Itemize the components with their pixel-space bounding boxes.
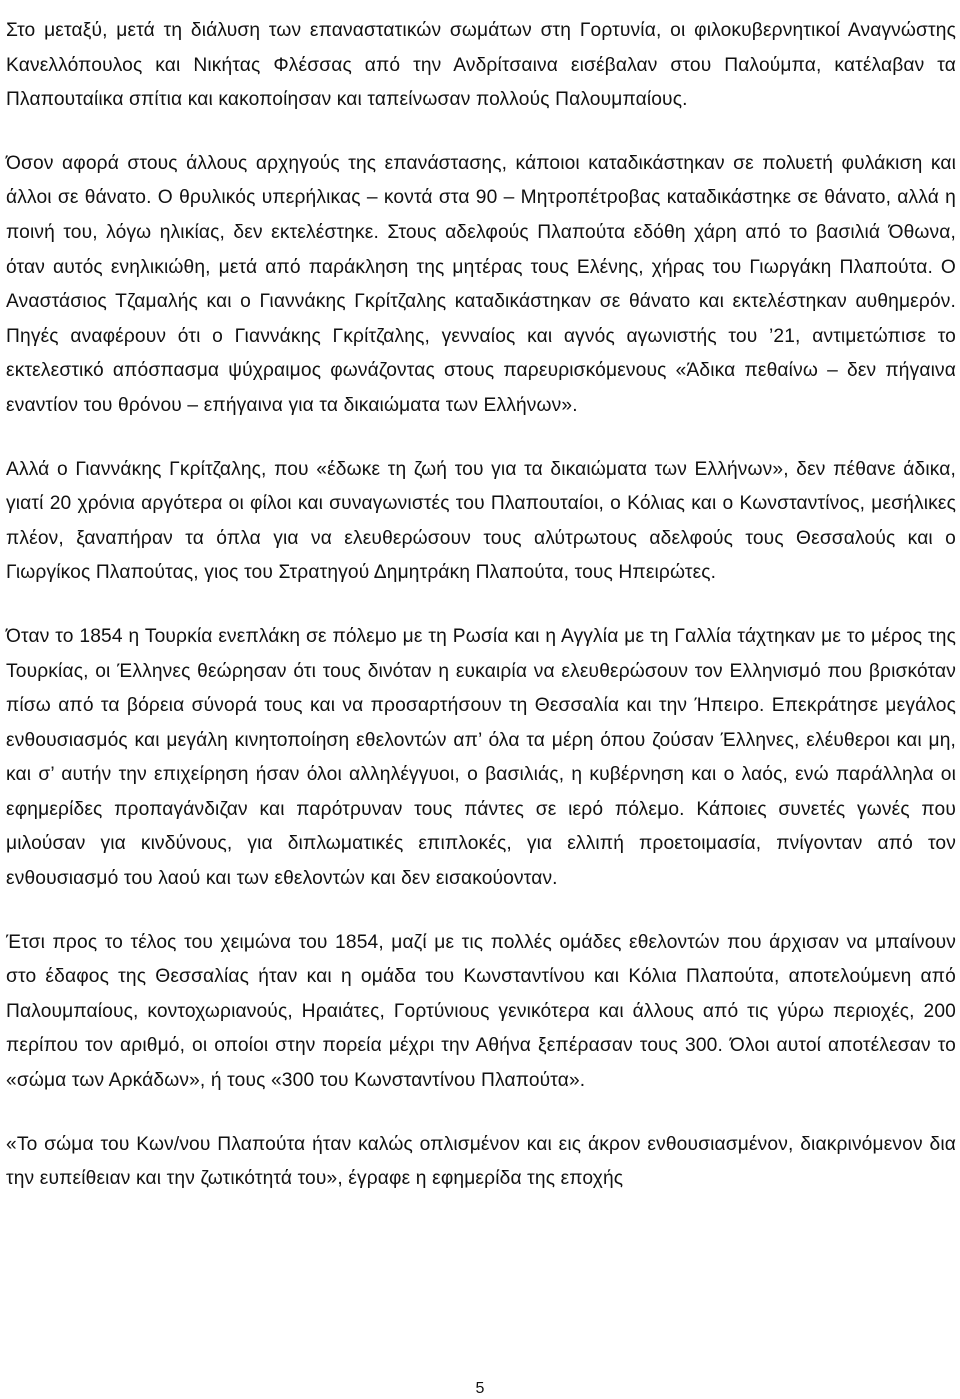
paragraph-1: Στο μεταξύ, μετά τη διάλυση των επαναστατικών σωμάτων στη Γορτυνία, οι φιλοκυβερνητικοί Αναγνώστης Κανελλόπουλος και Νικήτας Φλέσσας από την Ανδρίτσαινα εισέβαλαν στου Παλούμπα, κατέλαβαν τα Πλαπουταίικα σπίτια και κακοποίησαν και ταπείνωσαν πολλούς Παλουμπαίους. [6,20,956,111]
paragraph-2: Όσον αφορά στους άλλους αρχηγούς της επανάστασης, κάποιοι καταδικάστηκαν σε πολυετή φυλάκιση και άλλοι σε θάνατο. Ο θρυλικός υπερήλικας – κοντά στα 90 – Μητροπέτροβας καταδικάστηκε σε θάνατο, αλλά η ποινή του, λόγω ηλικίας, δεν εκτελέστηκε. Στους αδελφούς Πλαπούτα εδόθη χάρη από το βασιλιά Όθωνα, όταν αυτός ενηλικιώθη, μετά από παράκληση της μητέρας τους Ελένης, χήρας του Γιωργάκη Πλαπούτα. Ο Αναστάσιος Τζαμαλής και ο Γιαννάκης Γκρίτζαλης καταδικάστηκαν σε θάνατο και εκτελέστηκαν αυθημερόν. Πηγές αναφέρουν ότι ο Γιαννάκης Γκρίτζαλης, γενναίος και αγνός αγωνιστής του ’21, αντιμετώπισε το εκτελεστικό απόσπασμα ψύχραιμος φωνάζοντας στους παρευρισκόμενους «Άδικα πεθαίνω – δεν πήγαινα εναντίον του θρόνου – επήγαινα για τα δικαιώματα των Ελλήνων». [6,152,956,416]
paragraph-5: Έτσι προς το τέλος του χειμώνα του 1854, μαζί με τις πολλές ομάδες εθελοντών που άρχισαν να μπαίνουν στο έδαφος της Θεσσαλίας ήταν και η ομάδα του Κωνσταντίνου και Κόλια Πλαπούτα, αποτελούμενη από Παλουμπαίους, κοντοχωριανούς, Ηραιάτες, Γορτύνιους γενικότερα και άλλους από τις γύρω περιοχές, 200 περίπου τον αριθμό, οι οποίοι στην πορεία μέχρι την Αθήνα ξεπέρασαν τους 300. Όλοι αυτοί αποτέλεσαν το «σώμα των Αρκάδων», ή τους «300 του Κωνσταντίνου Πλαπούτα». [6,931,956,1092]
page-number: 5 [475,1380,485,1397]
paragraph-3: Αλλά ο Γιαννάκης Γκρίτζαλης, που «έδωκε τη ζωή του για τα δικαιώματα των Ελλήνων», δεν πέθανε άδικα, γιατί 20 χρόνια αργότερα οι φίλοι και συναγωνιστές του Πλαπουταίοι, ο Κόλιας και ο Κωνσταντίνος, μεσήλικες πλέον, ξαναπήραν τα όπλα για να ελευθερώσουν τους αλύτρωτους αδελφούς τους Θεσσαλούς και ο Γιωργίκος Πλαπούτας, γιος του Στρατηγού Δημητράκη Πλαπούτα, τους Ηπειρώτες. [6,458,956,584]
paragraph-6: «Το σώμα του Κων/νου Πλαπούτα ήταν καλώς οπλισμένον και εις άκρον ενθουσιασμένον, διακρινόμενον δια την ευπείθειαν και την ζωτικότητά του», έγραφε η εφημερίδα της εποχής [6,1133,956,1190]
document-body [6,14,956,1197]
paragraph-4: Όταν το 1854 η Τουρκία ενεπλάκη σε πόλεμο με τη Ρωσία και η Αγγλία με τη Γαλλία τάχτηκαν με το μέρος της Τουρκίας, οι Έλληνες θεώρησαν ότι τους δινόταν η ευκαιρία να ελευθερώσουν τον Ελληνισμό που βρισκόταν πίσω από τα βόρεια σύνορά τους και να προσαρτήσουν τη Θεσσαλία και την Ήπειρο. Επεκράτησε μεγάλος ενθουσιασμός και μεγάλη κινητοποίηση εθελοντών απ’ όλα τα μέρη όπου ζούσαν Έλληνες, ελέυθεροι και μη, και σ’ αυτήν την επιχείρηση ήσαν όλοι αλληλέγγυοι, ο βασιλιάς, η κυβέρνηση και ο λαός, ενώ παράλληλα οι εφημερίδες προπαγάνδιζαν και παρότρυναν τους πάντες σε ιερό πόλεμο. Κάποιες συνετές γωνές που μιλούσαν για κινδύνους, για διπλωματικές επιπλοκές, για ελλιπή προετοιμασία, πνίγονταν από τον ενθουσιασμό του λαού και των εθελοντών και δεν εισακούονταν. [6,625,956,890]
